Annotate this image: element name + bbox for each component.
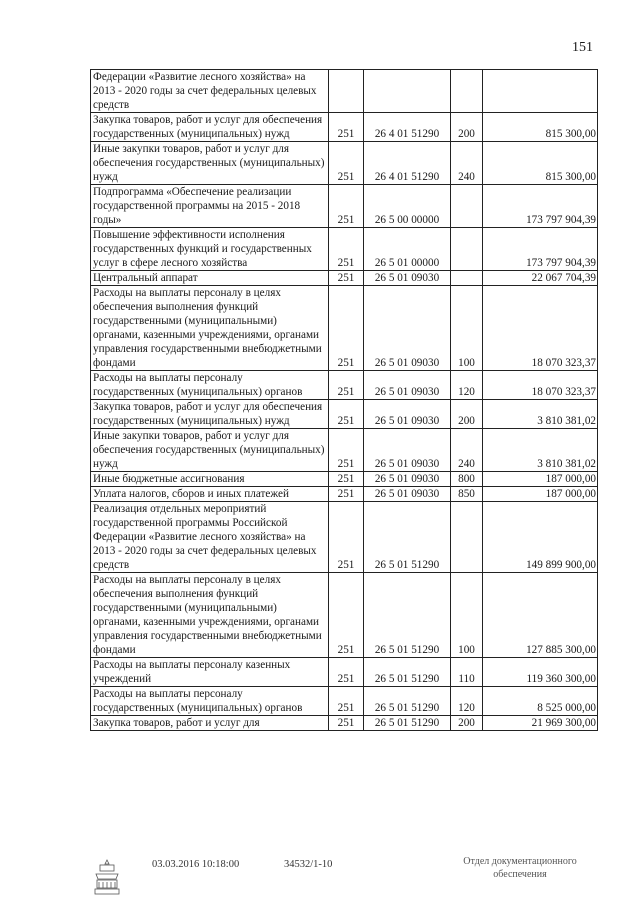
row-amount-cell: 173 797 904,39	[483, 185, 598, 228]
row-name-cell: Закупка товаров, работ и услуг для	[91, 716, 329, 731]
row-code-cell: 251	[329, 142, 364, 185]
row-target-article-cell: 26 4 01 51290	[364, 142, 451, 185]
row-target-article-cell	[364, 70, 451, 113]
row-target-article-cell: 26 5 01 09030	[364, 371, 451, 400]
table-row	[91, 371, 598, 400]
page-number: 151	[572, 40, 593, 55]
row-amount-cell: 3 810 381,02	[483, 429, 598, 472]
row-expense-type-cell: 800	[451, 472, 483, 487]
row-amount-cell: 8 525 000,00	[483, 687, 598, 716]
row-amount-cell: 18 070 323,37	[483, 371, 598, 400]
row-name-cell: Расходы на выплаты персоналу в целях обеспечения выполнения функций государственными (муниципальными) органами, казенными учреждениями, органами управления государственными внебюджетными фондами	[91, 573, 329, 658]
table-row	[91, 70, 598, 113]
row-expense-type-cell: 200	[451, 716, 483, 731]
row-expense-type-cell: 110	[451, 658, 483, 687]
table-row	[91, 502, 598, 573]
table-row	[91, 228, 598, 271]
row-name-cell: Закупка товаров, работ и услуг для обеспечения государственных (муниципальных) нужд	[91, 400, 329, 429]
row-name-cell: Уплата налогов, сборов и иных платежей	[91, 487, 329, 502]
row-code-cell: 251	[329, 185, 364, 228]
page-footer	[0, 855, 640, 905]
row-amount-cell: 119 360 300,00	[483, 658, 598, 687]
row-target-article-cell: 26 5 01 09030	[364, 400, 451, 429]
row-code-cell: 251	[329, 487, 364, 502]
row-expense-type-cell: 120	[451, 687, 483, 716]
table-row	[91, 716, 598, 731]
row-expense-type-cell	[451, 70, 483, 113]
row-expense-type-cell: 120	[451, 371, 483, 400]
table-row	[91, 429, 598, 472]
footer-department	[440, 855, 600, 881]
row-expense-type-cell: 240	[451, 429, 483, 472]
row-name-cell: Расходы на выплаты персоналу казенных учреждений	[91, 658, 329, 687]
row-code-cell: 251	[329, 228, 364, 271]
emblem-stamp-icon	[92, 857, 122, 897]
row-name-cell: Подпрограмма «Обеспечение реализации государственной программы на 2015 - 2018 годы»	[91, 185, 329, 228]
row-code-cell: 251	[329, 429, 364, 472]
table-row	[91, 687, 598, 716]
row-code-cell: 251	[329, 687, 364, 716]
row-amount-cell	[483, 70, 598, 113]
row-target-article-cell: 26 5 01 51290	[364, 573, 451, 658]
row-name-cell: Расходы на выплаты персоналу государственных (муниципальных) органов	[91, 371, 329, 400]
table-row	[91, 286, 598, 371]
row-target-article-cell: 26 5 01 09030	[364, 487, 451, 502]
row-name-cell: Федерации «Развитие лесного хозяйства» на 2013 - 2020 годы за счет федеральных целевых средств	[91, 70, 329, 113]
row-name-cell: Закупка товаров, работ и услуг для обеспечения государственных (муниципальных) нужд	[91, 113, 329, 142]
row-code-cell: 251	[329, 658, 364, 687]
row-target-article-cell: 26 5 01 51290	[364, 658, 451, 687]
row-amount-cell: 187 000,00	[483, 487, 598, 502]
row-target-article-cell: 26 5 01 51290	[364, 687, 451, 716]
row-name-cell: Иные закупки товаров, работ и услуг для обеспечения государственных (муниципальных) нужд	[91, 142, 329, 185]
row-amount-cell: 815 300,00	[483, 113, 598, 142]
row-expense-type-cell: 850	[451, 487, 483, 502]
row-amount-cell: 149 899 900,00	[483, 502, 598, 573]
table-row	[91, 573, 598, 658]
row-code-cell: 251	[329, 502, 364, 573]
row-name-cell: Центральный аппарат	[91, 271, 329, 286]
row-expense-type-cell	[451, 228, 483, 271]
row-target-article-cell: 26 4 01 51290	[364, 113, 451, 142]
row-amount-cell: 18 070 323,37	[483, 286, 598, 371]
row-expense-type-cell: 240	[451, 142, 483, 185]
row-code-cell: 251	[329, 371, 364, 400]
row-code-cell: 251	[329, 113, 364, 142]
row-expense-type-cell: 200	[451, 113, 483, 142]
row-amount-cell: 127 885 300,00	[483, 573, 598, 658]
row-target-article-cell: 26 5 01 09030	[364, 429, 451, 472]
row-code-cell: 251	[329, 271, 364, 286]
table-row	[91, 185, 598, 228]
row-code-cell	[329, 70, 364, 113]
footer-document-number: 34532/1-10	[284, 859, 333, 870]
row-target-article-cell: 26 5 01 51290	[364, 502, 451, 573]
row-target-article-cell: 26 5 01 09030	[364, 472, 451, 487]
table-row	[91, 142, 598, 185]
row-expense-type-cell: 200	[451, 400, 483, 429]
budget-table	[90, 69, 598, 731]
table-row	[91, 271, 598, 286]
row-expense-type-cell: 100	[451, 286, 483, 371]
row-expense-type-cell	[451, 271, 483, 286]
row-code-cell: 251	[329, 472, 364, 487]
row-target-article-cell: 26 5 01 09030	[364, 286, 451, 371]
row-name-cell: Иные закупки товаров, работ и услуг для обеспечения государственных (муниципальных) нужд	[91, 429, 329, 472]
row-expense-type-cell: 100	[451, 573, 483, 658]
department-line-2: обеспечения	[493, 869, 547, 880]
table-row	[91, 472, 598, 487]
row-name-cell: Реализация отдельных мероприятий государственной программы Российской Федерации «Развитие лесного хозяйства» на 2013 - 2020 годы за счет федеральных целевых средств	[91, 502, 329, 573]
table-row	[91, 113, 598, 142]
row-amount-cell: 173 797 904,39	[483, 228, 598, 271]
table-row	[91, 487, 598, 502]
row-expense-type-cell	[451, 185, 483, 228]
row-target-article-cell: 26 5 01 51290	[364, 716, 451, 731]
row-code-cell: 251	[329, 400, 364, 429]
table-row	[91, 400, 598, 429]
row-name-cell: Повышение эффективности исполнения государственных функций и государственных услуг в сфере лесного хозяйства	[91, 228, 329, 271]
row-amount-cell: 21 969 300,00	[483, 716, 598, 731]
row-name-cell: Иные бюджетные ассигнования	[91, 472, 329, 487]
row-amount-cell: 815 300,00	[483, 142, 598, 185]
row-expense-type-cell	[451, 502, 483, 573]
footer-datetime: 03.03.2016 10:18:00	[152, 859, 240, 870]
department-line-1: Отдел документационного	[463, 856, 577, 867]
row-name-cell: Расходы на выплаты персоналу государственных (муниципальных) органов	[91, 687, 329, 716]
table-row	[91, 658, 598, 687]
row-code-cell: 251	[329, 716, 364, 731]
row-code-cell: 251	[329, 573, 364, 658]
row-target-article-cell: 26 5 01 00000	[364, 228, 451, 271]
row-target-article-cell: 26 5 00 00000	[364, 185, 451, 228]
row-target-article-cell: 26 5 01 09030	[364, 271, 451, 286]
row-amount-cell: 3 810 381,02	[483, 400, 598, 429]
row-amount-cell: 22 067 704,39	[483, 271, 598, 286]
row-amount-cell: 187 000,00	[483, 472, 598, 487]
row-name-cell: Расходы на выплаты персоналу в целях обеспечения выполнения функций государственными (муниципальными) органами, казенными учреждениями, органами управления государственными внебюджетными фондами	[91, 286, 329, 371]
row-code-cell: 251	[329, 286, 364, 371]
